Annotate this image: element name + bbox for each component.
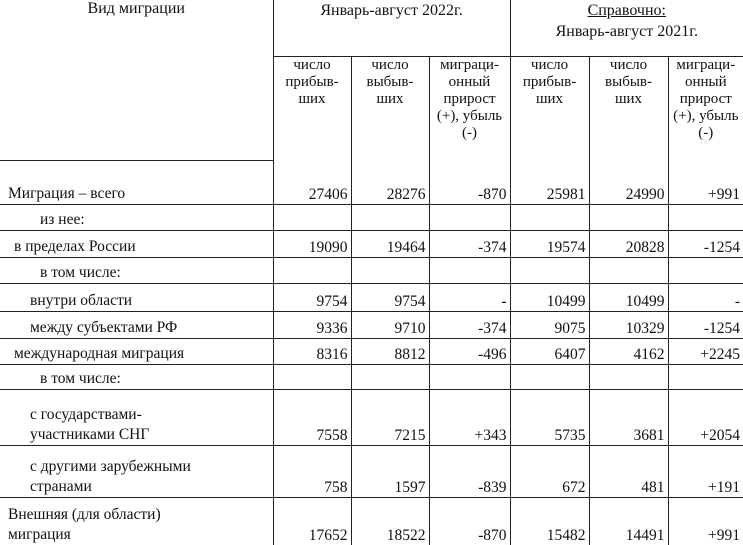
row-label: в пределах России bbox=[0, 230, 273, 257]
table-row bbox=[0, 283, 743, 311]
cell-departed-2022 bbox=[351, 257, 429, 283]
cell-net-2021: +2245 bbox=[668, 338, 743, 364]
cell-departed-2021: 3681 bbox=[589, 389, 668, 445]
cell-net-2021 bbox=[668, 204, 743, 230]
cell-departed-2022: 18522 bbox=[351, 497, 429, 545]
header-period-ref bbox=[510, 0, 743, 56]
cell-departed-2021: 14491 bbox=[589, 497, 668, 545]
cell-arrived-2021: 672 bbox=[510, 445, 589, 497]
cell-arrived-2022 bbox=[273, 257, 351, 283]
row-label: международная миграция bbox=[0, 338, 273, 364]
cell-net-2022 bbox=[429, 257, 510, 283]
cell-departed-2022: 19464 bbox=[351, 230, 429, 257]
cell-departed-2021: 4162 bbox=[589, 338, 668, 364]
cell-net-2022: - bbox=[429, 283, 510, 311]
cell-departed-2022 bbox=[351, 364, 429, 389]
cell-arrived-2022: 9754 bbox=[273, 283, 351, 311]
cell-arrived-2022: 27406 bbox=[273, 160, 351, 204]
cell-arrived-2021: 5735 bbox=[510, 389, 589, 445]
header-kind: Вид миграции bbox=[0, 0, 273, 160]
row-label: из нее: bbox=[0, 204, 273, 230]
row-label: с другими зарубежными странами bbox=[0, 445, 273, 497]
table-row bbox=[0, 497, 743, 545]
cell-departed-2021: 24990 bbox=[589, 160, 668, 204]
cell-departed-2022: 28276 bbox=[351, 160, 429, 204]
cell-net-2021: - bbox=[668, 283, 743, 311]
cell-arrived-2022: 758 bbox=[273, 445, 351, 497]
table-row bbox=[0, 338, 743, 364]
table-row bbox=[0, 389, 743, 445]
cell-arrived-2021: 6407 bbox=[510, 338, 589, 364]
header-net-ref: миграци-онный прирост (+), убыль (-) bbox=[668, 56, 743, 160]
cell-arrived-2022: 7558 bbox=[273, 389, 351, 445]
row-label: внутри области bbox=[0, 283, 273, 311]
cell-net-2022: +343 bbox=[429, 389, 510, 445]
cell-departed-2022: 7215 bbox=[351, 389, 429, 445]
cell-departed-2021: 20828 bbox=[589, 230, 668, 257]
cell-arrived-2021: 15482 bbox=[510, 497, 589, 545]
cell-departed-2021 bbox=[589, 364, 668, 389]
header-net-current: миграци-онный прирост (+), убыль (-) bbox=[429, 56, 510, 160]
cell-departed-2021 bbox=[589, 204, 668, 230]
row-label: с государствами-участниками СНГ bbox=[0, 389, 273, 445]
cell-arrived-2021: 19574 bbox=[510, 230, 589, 257]
header-departed-ref: число выбыв-ших bbox=[589, 56, 668, 160]
cell-departed-2022 bbox=[351, 204, 429, 230]
cell-departed-2021: 10329 bbox=[589, 311, 668, 338]
cell-departed-2021 bbox=[589, 257, 668, 283]
cell-departed-2021: 10499 bbox=[589, 283, 668, 311]
cell-arrived-2022: 8316 bbox=[273, 338, 351, 364]
table-row bbox=[0, 364, 743, 389]
cell-net-2021 bbox=[668, 257, 743, 283]
header-departed-current: число выбыв-ших bbox=[351, 56, 429, 160]
cell-net-2021: +191 bbox=[668, 445, 743, 497]
row-label: между субъектами РФ bbox=[0, 311, 273, 338]
cell-net-2021: -1254 bbox=[668, 230, 743, 257]
cell-net-2021 bbox=[668, 364, 743, 389]
cell-arrived-2021 bbox=[510, 257, 589, 283]
cell-departed-2021: 481 bbox=[589, 445, 668, 497]
cell-arrived-2022 bbox=[273, 364, 351, 389]
cell-arrived-2021: 10499 bbox=[510, 283, 589, 311]
header-ref-period: Январь-август 2021г. bbox=[555, 23, 698, 40]
cell-departed-2022: 1597 bbox=[351, 445, 429, 497]
cell-net-2022: -870 bbox=[429, 497, 510, 545]
cell-net-2022: -374 bbox=[429, 230, 510, 257]
cell-net-2022 bbox=[429, 204, 510, 230]
cell-arrived-2022: 19090 bbox=[273, 230, 351, 257]
cell-net-2022 bbox=[429, 364, 510, 389]
cell-departed-2022: 9710 bbox=[351, 311, 429, 338]
table-row bbox=[0, 257, 743, 283]
cell-departed-2022: 9754 bbox=[351, 283, 429, 311]
cell-arrived-2021 bbox=[510, 364, 589, 389]
cell-net-2021: -1254 bbox=[668, 311, 743, 338]
table-row bbox=[0, 311, 743, 338]
row-label: в том числе: bbox=[0, 364, 273, 389]
cell-arrived-2021: 25981 bbox=[510, 160, 589, 204]
cell-net-2022: -839 bbox=[429, 445, 510, 497]
header-arrived-current: число прибыв-ших bbox=[273, 56, 351, 160]
cell-arrived-2021 bbox=[510, 204, 589, 230]
cell-arrived-2022: 17652 bbox=[273, 497, 351, 545]
cell-net-2021: +2054 bbox=[668, 389, 743, 445]
cell-arrived-2022 bbox=[273, 204, 351, 230]
header-ref-label: Справочно: bbox=[587, 2, 666, 19]
table-row bbox=[0, 230, 743, 257]
row-label: в том числе: bbox=[0, 257, 273, 283]
table-row bbox=[0, 160, 743, 204]
cell-arrived-2022: 9336 bbox=[273, 311, 351, 338]
cell-net-2021: +991 bbox=[668, 160, 743, 204]
table-row bbox=[0, 204, 743, 230]
row-label: Внешняя (для области) миграция bbox=[0, 497, 273, 545]
row-label: Миграция – всего bbox=[0, 160, 273, 204]
cell-net-2021: +991 bbox=[668, 497, 743, 545]
cell-net-2022: -870 bbox=[429, 160, 510, 204]
cell-arrived-2021: 9075 bbox=[510, 311, 589, 338]
cell-net-2022: -496 bbox=[429, 338, 510, 364]
header-period-current: Январь-август 2022г. bbox=[273, 0, 510, 56]
header-arrived-ref: число прибыв-ших bbox=[510, 56, 589, 160]
cell-departed-2022: 8812 bbox=[351, 338, 429, 364]
cell-net-2022: -374 bbox=[429, 311, 510, 338]
table-row bbox=[0, 445, 743, 497]
